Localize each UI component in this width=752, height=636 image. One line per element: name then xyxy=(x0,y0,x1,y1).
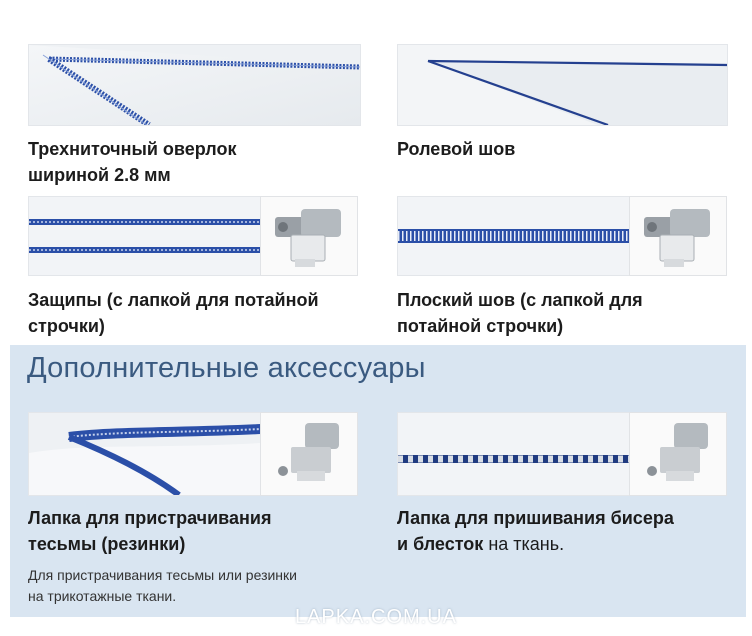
blind-stitch-foot-image xyxy=(260,196,358,276)
pintuck-caption-line1: Защипы (с лапкой для потайной xyxy=(28,290,319,310)
pintuck-seam-image xyxy=(28,196,262,276)
flat-seam-image xyxy=(397,196,631,276)
elastic-foot-description-line2: на трикотажные ткани. xyxy=(28,588,177,604)
beading-foot-caption xyxy=(397,505,674,557)
watermark: LAPKA.COM.UA xyxy=(294,606,458,628)
elastic-tape-image xyxy=(28,412,262,496)
beading-seam-image xyxy=(397,412,631,496)
overlock-caption-line2: шириной 2.8 мм xyxy=(28,165,171,185)
flat-seam-caption xyxy=(397,287,643,339)
overlock-caption xyxy=(28,136,237,188)
rolled-hem-caption xyxy=(397,136,515,162)
overlock-seam-image xyxy=(28,44,361,126)
elastic-foot-description xyxy=(28,565,297,607)
flat-seam-caption-line1: Плоский шов (с лапкой для xyxy=(397,290,643,310)
elastic-foot-image xyxy=(260,412,358,496)
elastic-foot-caption xyxy=(28,505,271,557)
rolled-hem-image xyxy=(397,44,728,126)
beading-foot-caption-line2-normal: на ткань. xyxy=(483,534,565,554)
accessories-section-title: Дополнительные аксессуары xyxy=(27,352,426,384)
elastic-foot-caption-line2: тесьмы (резинки) xyxy=(28,534,186,554)
elastic-foot-description-line1: Для пристрачивания тесьмы или резинки xyxy=(28,567,297,583)
overlock-caption-line1: Трехниточный оверлок xyxy=(28,139,237,159)
rolled-hem-caption-line1: Ролевой шов xyxy=(397,139,516,159)
beading-foot-caption-line1: Лапка для пришивания бисера xyxy=(397,508,674,528)
flat-seam-foot-image xyxy=(629,196,727,276)
beading-foot-image xyxy=(629,412,727,496)
beading-foot-caption-line2-bold: и блесток xyxy=(397,534,484,554)
pintuck-caption-line2: строчки) xyxy=(28,316,105,336)
pintuck-caption xyxy=(28,287,319,339)
elastic-foot-caption-line1: Лапка для пристрачивания xyxy=(28,508,272,528)
flat-seam-caption-line2: потайной строчки) xyxy=(397,316,564,336)
